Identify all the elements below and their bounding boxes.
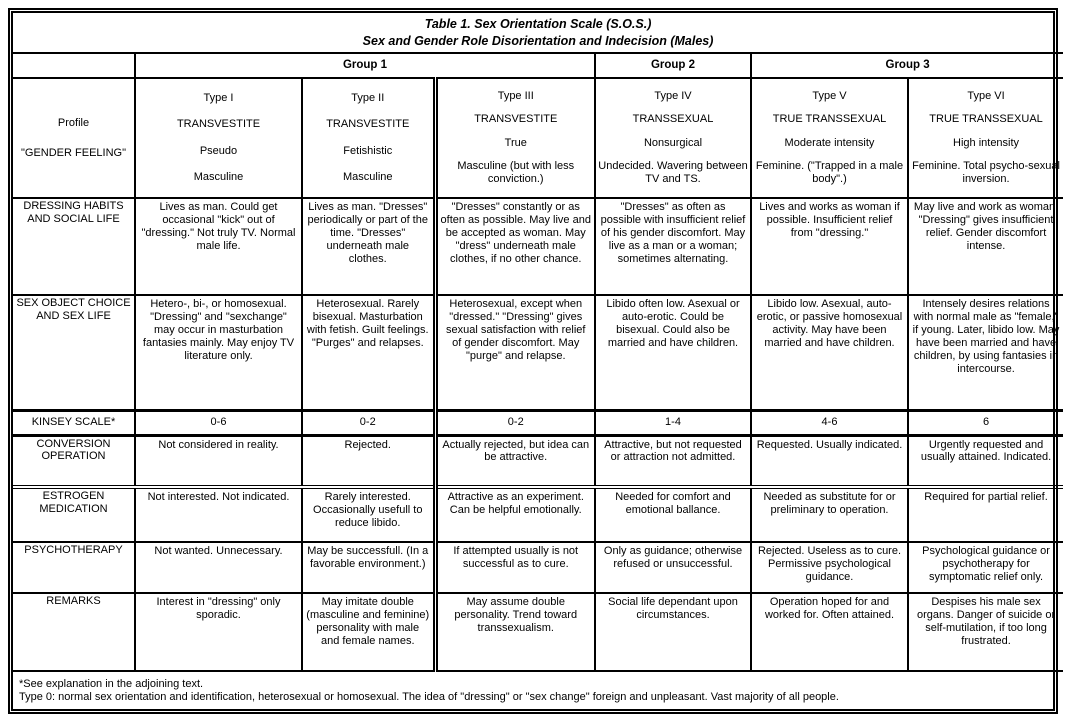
type-5-feeling: Feminine. ("Trapped in a male body".) [755,159,904,185]
row-estrogen-medication [13,487,1063,542]
type-3-feeling: Masculine (but with less conviction.) [457,159,575,185]
type-2-label: Type II [351,91,385,104]
type-4-subtype: Nonsurgical [643,136,703,149]
cell-remarks-type-4: Social life dependant upon circumstances. [595,593,751,671]
cell-sexobject-type-2: Heterosexual. Rarely bisexual. Masturbation with fetish. Guilt feelings. "Purges" and relapses. [302,295,435,410]
cell-conversion-type-4: Attractive, but not requested or attraction not admitted. [595,435,751,487]
type-3-label: Type III [497,90,534,103]
cell-sexobject-type-6: Intensely desires relations with normal male as "female," if young. Later, libido low. May have been married and have children, by using fantasies in intercourse. [908,295,1063,410]
cell-psychotherapy-type-3: If attempted usually is not successful as to cure. [435,542,595,593]
cell-dressing-type-1: Lives as man. Could get occasional "kick" out of "dressing." Not truly TV. Normal male life. [135,198,302,295]
type-1-subtype: Pseudo [199,144,238,157]
table-outer-border [8,8,1058,714]
table-title [13,13,1063,53]
cell-dressing-type-6: May live and work as woman. "Dressing" gives insufficient relief. Gender discomfort intense. [908,198,1063,295]
cell-sexobject-type-1: Hetero-, bi-, or homosexual. "Dressing" and "sexchange" may occur in masturbation fantasies mainly. May enjoy TV literature only. [135,295,302,410]
cell-estrogen-type-4: Needed for comfort and emotional ballance. [595,487,751,542]
cell-dressing-type-3: "Dresses" constantly or as often as possible. May live and be accepted as woman. May "dress" underneath male clothes, if no other chance. [435,198,595,295]
profile-label-line2: "GENDER FEELING" [21,146,126,159]
cell-remarks-type-1: Interest in "dressing" only sporadic. [135,593,302,671]
type-2-feeling: Masculine [342,171,393,184]
row-label-conversion-operation: CONVERSION OPERATION [13,435,135,487]
footnote-line2: Type 0: normal sex orientation and identification, heterosexual or homosexual. The idea of "dressing" or "sex change" foreign and unpleasant. Vast majority of all people. [19,690,839,703]
cell-estrogen-type-3: Attractive as an experiment. Can be helpful emotionally. [435,487,595,542]
type-2-subtype: Fetishistic [343,144,393,157]
type-1-label: Type I [203,91,234,104]
row-label-kinsey-scale: KINSEY SCALE* [13,410,135,435]
cell-conversion-type-2: Rejected. [302,435,435,487]
table-title-line1: Table 1. Sex Orientation Scale (S.O.S.) [424,17,652,32]
footnote-line1: *See explanation in the adjoining text. [19,677,204,690]
row-kinsey-scale [13,410,1063,435]
cell-estrogen-type-5: Needed as substitute for or preliminary to operation. [751,487,908,542]
type-5-subtype: Moderate intensity [784,136,875,149]
type-4-header [595,78,751,198]
type-4-label: Type IV [654,90,692,103]
cell-estrogen-type-6: Required for partial relief. [908,487,1063,542]
cell-remarks-type-3: May assume double personality. Trend toward transsexualism. [435,593,595,671]
row-label-estrogen-medication: ESTROGEN MEDICATION [13,487,135,542]
row-sex-object-choice [13,295,1063,410]
cell-dressing-type-5: Lives and works as woman if possible. Insufficient relief from "dressing." [751,198,908,295]
type-6-subtype: High intensity [953,136,1020,149]
profile-label-cell [13,78,135,198]
row-conversion-operation [13,435,1063,487]
type-3-header [435,78,595,198]
cell-dressing-type-2: Lives as man. "Dresses" periodically or part of the time. "Dresses" underneath male clothes. [302,198,435,295]
cell-psychotherapy-type-6: Psychological guidance or psychotherapy for symptomatic relief only. [908,542,1063,593]
type-2-header [302,78,435,198]
group-header-spacer [13,53,135,78]
type-4-feeling: Undecided. Wavering between TV and TS. [598,159,748,185]
cell-kinsey-type-3: 0-2 [435,410,595,435]
cell-estrogen-type-2: Rarely interested. Occasionally usefull to reduce libido. [302,487,435,542]
cell-conversion-type-6: Urgently requested and usually attained. Indicated. [908,435,1063,487]
row-label-remarks: REMARKS [13,593,135,671]
type-6-name: TRUE TRANSSEXUAL [929,113,1043,126]
table-title-line2: Sex and Gender Role Disorientation and Indecision (Males) [362,33,714,48]
cell-kinsey-type-1: 0-6 [135,410,302,435]
cell-kinsey-type-4: 1-4 [595,410,751,435]
cell-conversion-type-1: Not considered in reality. [135,435,302,487]
cell-psychotherapy-type-1: Not wanted. Unnecessary. [135,542,302,593]
cell-sexobject-type-3: Heterosexual, except when "dressed." "Dressing" gives sexual satisfaction with relief of gender discomfort. May "purge" and relapse. [435,295,595,410]
type-1-header [135,78,302,198]
cell-remarks-type-6: Despises his male sex organs. Danger of suicide or self-mutilation, if too long frustrated. [908,593,1063,671]
group-header-row [13,53,1063,78]
cell-kinsey-type-6: 6 [908,410,1063,435]
row-label-psychotherapy: PSYCHOTHERAPY [13,542,135,593]
type-5-name: TRUE TRANSSEXUAL [772,113,887,126]
type-1-feeling: Masculine [193,171,244,184]
footnote-row [13,671,1063,709]
cell-psychotherapy-type-4: Only as guidance; otherwise refused or unsuccessful. [595,542,751,593]
type-1-name: TRANSVESTITE [176,118,261,131]
cell-psychotherapy-type-5: Rejected. Useless as to cure. Permissive psychological guidance. [751,542,908,593]
type-2-name: TRANSVESTITE [326,118,410,131]
type-3-subtype: True [504,136,527,149]
cell-estrogen-type-1: Not interested. Not indicated. [135,487,302,542]
type-header-row [13,78,1063,198]
cell-conversion-type-5: Requested. Usually indicated. [751,435,908,487]
cell-remarks-type-5: Operation hoped for and worked for. Often attained. [751,593,908,671]
cell-sexobject-type-4: Libido often low. Asexual or auto-erotic. Could be bisexual. Could also be married and have children. [595,295,751,410]
cell-conversion-type-3: Actually rejected, but idea can be attractive. [435,435,595,487]
type-3-name: TRANSVESTITE [474,113,558,126]
row-label-dressing-habits: DRESSING HABITS AND SOCIAL LIFE [13,198,135,295]
type-5-label: Type V [812,90,847,103]
row-dressing-habits [13,198,1063,295]
cell-psychotherapy-type-2: May be successfull. (In a favorable environment.) [302,542,435,593]
profile-label-line1: Profile [57,116,90,129]
cell-kinsey-type-5: 4-6 [751,410,908,435]
group-3-header: Group 3 [751,53,1063,78]
type-6-feeling: Feminine. Total psycho-sexual inversion. [912,159,1060,185]
row-label-sex-object-choice: SEX OBJECT CHOICE AND SEX LIFE [13,295,135,410]
footnote-cell [13,671,1063,709]
type-5-header [751,78,908,198]
type-6-label: Type VI [967,90,1005,103]
group-2-header: Group 2 [595,53,751,78]
group-1-header: Group 1 [135,53,595,78]
type-6-header [908,78,1063,198]
row-remarks [13,593,1063,671]
sos-table [13,13,1063,709]
row-psychotherapy [13,542,1063,593]
cell-remarks-type-2: May imitate double (masculine and feminine) personality with male and female names. [302,593,435,671]
type-4-name: TRANSSEXUAL [632,113,714,126]
cell-sexobject-type-5: Libido low. Asexual, auto-erotic, or passive homosexual activity. May have been married and have children. [751,295,908,410]
cell-dressing-type-4: "Dresses" as often as possible with insufficient relief of his gender discomfort. May live as a man or a woman; sometimes alternating. [595,198,751,295]
cell-kinsey-type-2: 0-2 [302,410,435,435]
title-row [13,13,1063,53]
